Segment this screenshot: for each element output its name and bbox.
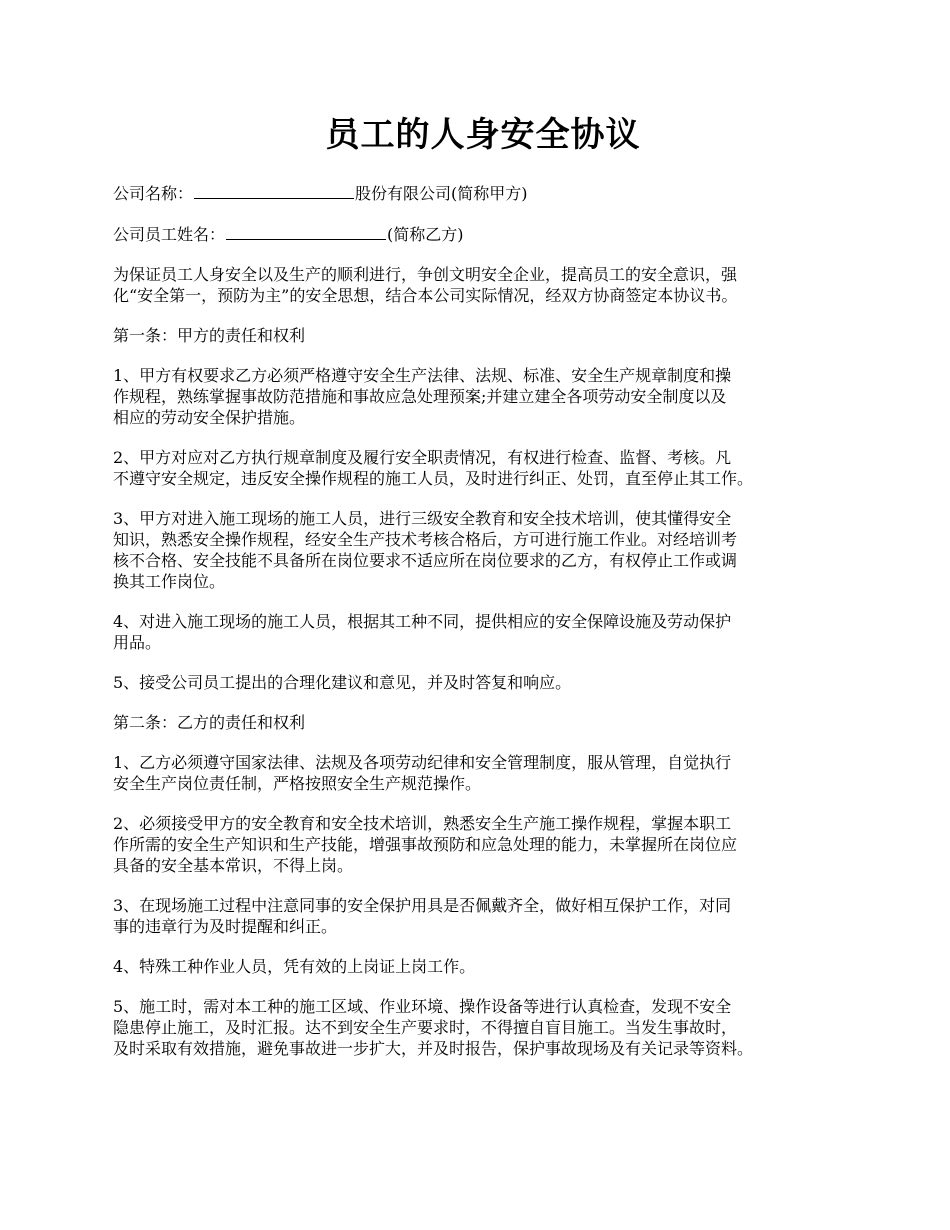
- text-line: 作所需的安全生产知识和生产技能，增强事故预防和应急处理的能力，未掌握所在岗位应: [113, 835, 738, 854]
- text-line: 核不合格、安全技能不具备所在岗位要求不适应所在岗位要求的乙方，有权停止工作或调: [113, 551, 738, 570]
- text-line: 4、对进入施工现场的施工人员，根据其工种不同，提供相应的安全保障设施及劳动保护: [113, 612, 732, 631]
- section1-item-5: [113, 672, 853, 693]
- text-line: 安全生产岗位责任制，严格按照安全生产规范操作。: [113, 774, 482, 793]
- section1-heading: 第一条：甲方的责任和权利: [113, 326, 306, 345]
- intro-line: 为保证员工人身安全以及生产的顺利进行，争创文明安全企业，提高员工的安全意识，强: [113, 265, 738, 284]
- company-name-label: 公司名称：: [113, 184, 194, 203]
- text-line: 事的违章行为及时提醒和纠正。: [113, 917, 338, 936]
- text-line: 相应的劳动安全保护措施。: [113, 408, 306, 427]
- text-line: 3、在现场施工过程中注意同事的安全保护用具是否佩戴齐全，做好相互保护工作，对同: [113, 896, 732, 915]
- document-title: 员工的人身安全协议: [325, 115, 641, 155]
- section2-item-1: [113, 752, 853, 794]
- text-line: 1、甲方有权要求乙方必须严格遵守安全生产法律、法规、标准、安全生产规章制度和操: [113, 366, 732, 385]
- section1-item-1: [113, 365, 853, 428]
- text-line: 换其工作岗位。: [113, 572, 226, 591]
- text-line: 1、乙方必须遵守国家法律、法规及各项劳动纪律和安全管理制度，服从管理，自觉执行: [113, 753, 732, 772]
- section2-item-4: [113, 956, 853, 977]
- text-line: 2、甲方对应对乙方执行规章制度及履行安全职责情况，有权进行检查、监督、考核。凡: [113, 448, 732, 467]
- text-line: 用品。: [113, 633, 162, 652]
- text-line: 具备的安全基本常识，不得上岗。: [113, 856, 354, 875]
- text-line: 隐患停止施工，及时汇报。达不到安全生产要求时，不得擅自盲目施工。当发生事故时，: [113, 1018, 738, 1037]
- text-line: 知识，熟悉安全操作规程，经安全生产技术考核合格后，方可进行施工作业。对经培训考: [113, 530, 738, 549]
- employee-name-label: 公司员工姓名：: [113, 225, 226, 244]
- section2-heading: 第二条：乙方的责任和权利: [113, 713, 306, 732]
- section1-item-2: [113, 447, 853, 489]
- section2-item-2: [113, 813, 853, 876]
- text-line: 及时采取有效措施，避免事故进一步扩大，并及时报告，保护事故现场及有关记录等资料。: [113, 1039, 754, 1058]
- section2-item-3: [113, 895, 853, 937]
- text-line: 3、甲方对进入施工现场的施工人员，进行三级安全教育和安全技术培训，使其懂得安全: [113, 509, 732, 528]
- company-name-blank: [194, 182, 354, 199]
- company-name-suffix: 股份有限公司(简称甲方): [355, 184, 528, 203]
- text-line: 5、施工时，需对本工种的施工区域、作业环境、操作设备等进行认真检查，发现不安全: [113, 997, 732, 1016]
- intro-line: 化“安全第一，预防为主”的安全思想，结合本公司实际情况，经双方协商签定本协议书。: [113, 286, 738, 305]
- intro-paragraph: [113, 264, 853, 306]
- section2-item-5: [113, 996, 853, 1059]
- section1-item-3: [113, 508, 853, 592]
- text-line: 4、特殊工种作业人员，凭有效的上岗证上岗工作。: [113, 957, 476, 976]
- company-name-line: [113, 182, 853, 204]
- text-line: 作规程，熟练掌握事故防范措施和事故应急处理预案;并建立建全各项劳动安全制度以及: [113, 387, 727, 406]
- employee-name-blank: [226, 223, 386, 240]
- employee-name-suffix: (简称乙方): [387, 225, 464, 244]
- section1-item-4: [113, 611, 853, 653]
- text-line: 不遵守安全规定，违反安全操作规程的施工人员，及时进行纠正、处罚，直至停止其工作。: [113, 469, 754, 488]
- text-line: 2、必须接受甲方的安全教育和安全技术培训，熟悉安全生产施工操作规程，掌握本职工: [113, 814, 732, 833]
- employee-name-line: [113, 223, 853, 245]
- text-line: 5、接受公司员工提出的合理化建议和意见，并及时答复和响应。: [113, 673, 572, 692]
- document-page: [113, 110, 853, 1078]
